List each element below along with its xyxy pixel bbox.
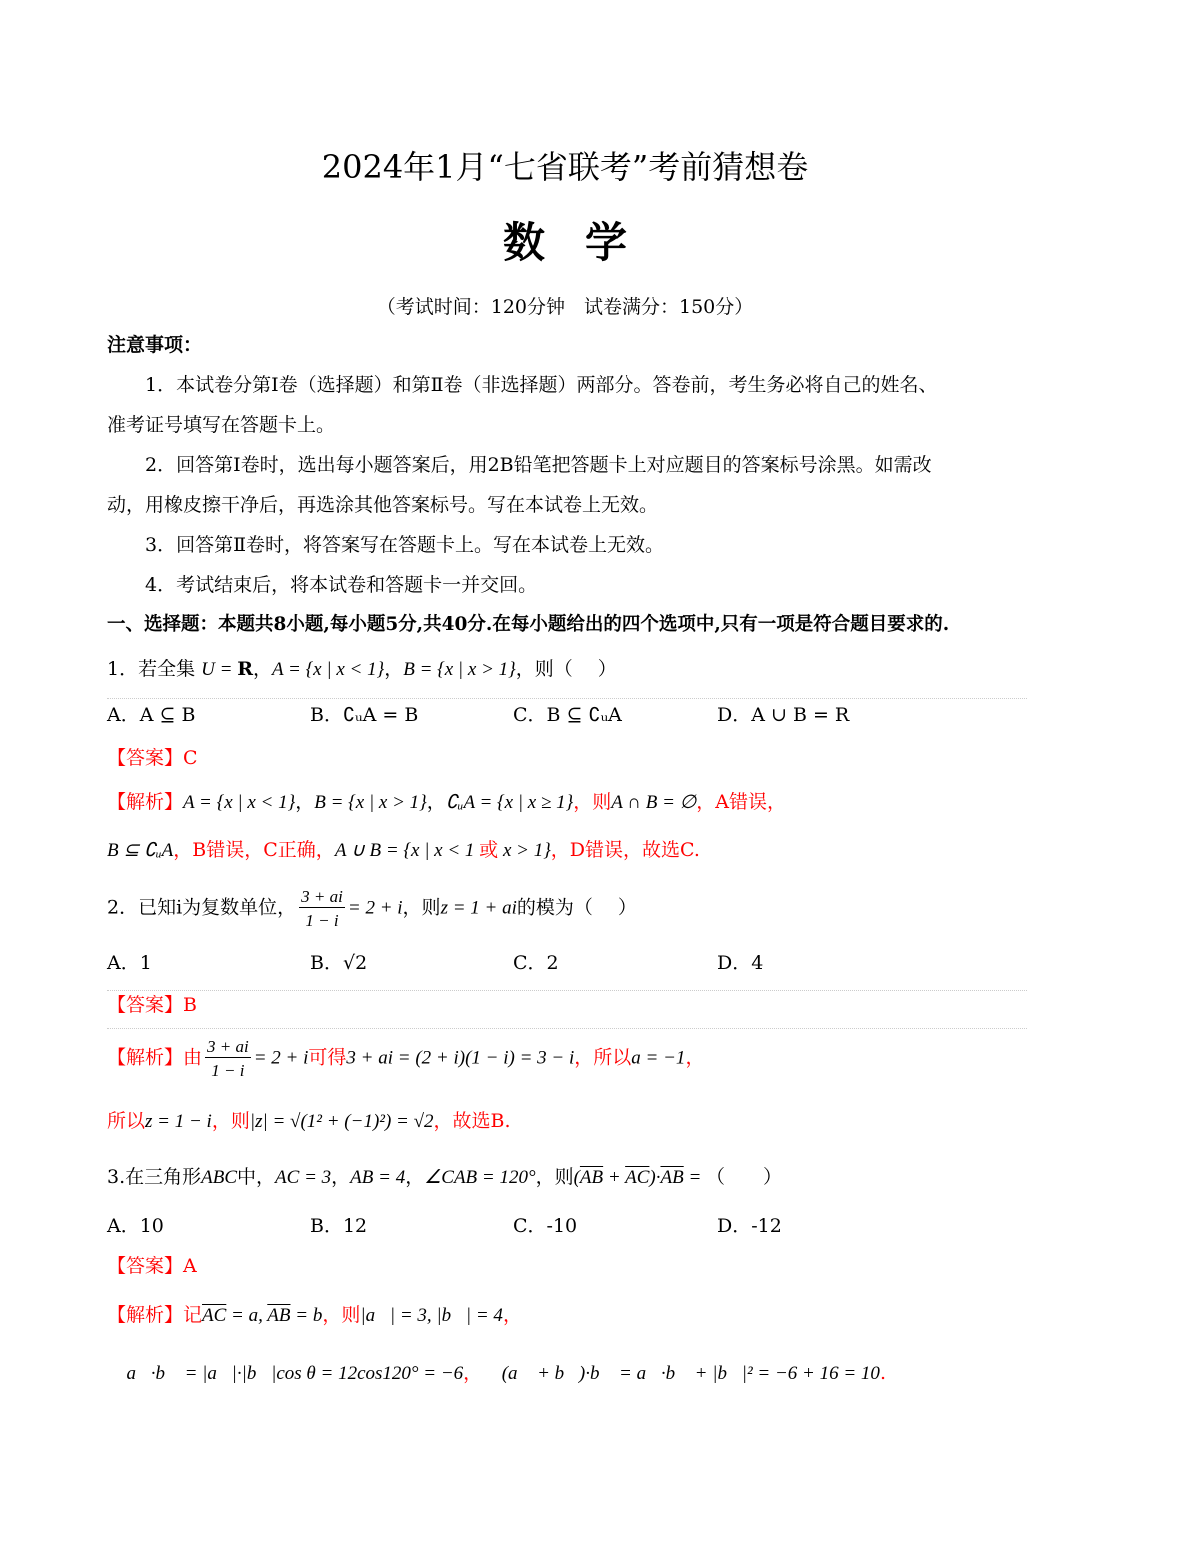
- math-expression: A ∪ B = {x | x < 1: [334, 840, 480, 861]
- text-segment: 【答案】C: [107, 747, 198, 769]
- math-expression: A = {x | x < 1}: [272, 659, 385, 680]
- text-segment: ，故选B.: [433, 1110, 511, 1132]
- math-expression: = 2 + i: [253, 1047, 309, 1069]
- text-segment: ，所以: [574, 1046, 632, 1069]
- math-expression: ∠CAB = 120°: [424, 1167, 536, 1188]
- question-3-answer: [107, 1257, 197, 1276]
- notice-heading: 注意事项：: [107, 334, 203, 356]
- question-1-stem: [107, 660, 617, 679]
- divider: [107, 1028, 1027, 1029]
- text-segment: 3.在三角形: [107, 1166, 202, 1188]
- question-1-option-c: C．B ⊆ ∁ᵤA: [513, 704, 622, 726]
- text-segment: ，A错误，: [696, 791, 786, 813]
- math-expression: )·: [649, 1167, 661, 1188]
- question-3-option-b: B．12: [310, 1215, 368, 1237]
- math-expression: +: [603, 1167, 626, 1188]
- question-1-option-b: B．∁ᵤA = B: [310, 704, 419, 726]
- notice-item: 4．考试结束后，将本试卷和答题卡一并交回。: [145, 574, 538, 596]
- text-segment: ，则（ ）: [515, 658, 617, 680]
- text-segment: ，D错误，故选C.: [550, 839, 700, 861]
- question-1-option-d: D．A ∪ B = R: [717, 704, 850, 726]
- math-expression: = 2 + i: [347, 897, 403, 919]
- question-2-analysis-line: [107, 1038, 704, 1079]
- text-segment: 【解析】由: [107, 1046, 203, 1069]
- text-segment: ，: [405, 1166, 425, 1188]
- text-segment: 【解析】: [107, 791, 184, 813]
- question-3-analysis-line: [107, 1306, 522, 1325]
- text-segment: ，B错误，C正确，: [173, 839, 335, 861]
- math-expression: B = {x | x > 1}: [403, 659, 516, 680]
- text-segment: 【解析】记: [107, 1304, 203, 1326]
- fraction-denominator: 1 − i: [211, 1061, 245, 1080]
- question-2-answer: [107, 996, 197, 1015]
- fraction: [299, 888, 345, 929]
- fraction-numerator: 3 + ai: [207, 1037, 249, 1056]
- math-expression: ∴ (a⃗ + b⃗)·b⃗ = a⃗·b⃗ + |b⃗|² = −6 + 16 = 10: [482, 1363, 880, 1384]
- question-1-option-a: A．A ⊆ B: [107, 704, 196, 726]
- text-segment: 可得: [308, 1046, 347, 1069]
- text-segment: ，: [295, 791, 315, 813]
- math-expression: U =: [201, 659, 238, 680]
- math-expression: A ∩ B = ∅: [611, 792, 697, 813]
- question-1-answer: [107, 749, 198, 768]
- text-segment: ，则: [573, 791, 612, 813]
- math-expression: z = 1 − i: [145, 1111, 212, 1132]
- text-segment: ，: [463, 1362, 483, 1384]
- math-expression: (: [573, 1167, 580, 1188]
- divider: [107, 698, 1027, 699]
- text-segment: 【答案】A: [107, 1255, 197, 1277]
- question-1-analysis-line: [107, 841, 700, 860]
- text-segment: ，: [252, 658, 272, 680]
- text-segment: 中，: [237, 1166, 276, 1188]
- notice-item: 1．本试卷分第Ⅰ卷（选择题）和第Ⅱ卷（非选择题）两部分。答卷前，考生务必将自己的姓名、: [145, 374, 938, 396]
- text-segment: .: [879, 1362, 886, 1384]
- text-segment: ，则: [322, 1304, 361, 1326]
- notice-item: 2．回答第Ⅰ卷时，选出每小题答案后，用2B铅笔把答题卡上对应题目的答案标号涂黑。如需改: [145, 454, 932, 476]
- math-expression: $\overline{AC}$: [625, 1167, 650, 1188]
- divider: [107, 990, 1027, 991]
- notice-item: 3．回答第Ⅱ卷时，将答案写在答题卡上。写在本试卷上无效。: [145, 534, 665, 556]
- question-2-stem: [107, 888, 637, 929]
- math-expression: 3 + ai = (2 + i)(1 − i) = 3 − i: [346, 1047, 575, 1069]
- question-3-option-d: D．-12: [717, 1215, 782, 1237]
- exam-title: 2024年1月“七省联考”考前猜想卷: [321, 148, 809, 186]
- math-expression: = a,: [226, 1305, 268, 1326]
- math-expression: = b: [290, 1305, 323, 1326]
- math-expression: B ⊆ ∁ᵤA: [107, 840, 174, 861]
- text-segment: 1．若全集: [107, 658, 202, 680]
- math-expression: AB = 4: [350, 1167, 406, 1188]
- text-segment: 的模为（ ）: [516, 896, 637, 919]
- text-segment: ，则: [402, 896, 441, 919]
- text-segment: 2．已知i为复数单位，: [107, 896, 297, 919]
- notice-item: 准考证号填写在答题卡上。: [107, 414, 336, 436]
- text-segment: 【答案】B: [107, 994, 197, 1016]
- question-2-option-d: D．4: [717, 952, 764, 974]
- question-3-option-c: C．-10: [513, 1215, 578, 1237]
- text-segment: ，则: [535, 1166, 574, 1188]
- text-segment: ，: [331, 1166, 351, 1188]
- math-expression: |a⃗| = 3, |b⃗| = 4: [360, 1305, 503, 1326]
- math-expression: ABC: [201, 1167, 238, 1188]
- text-segment: 所以: [107, 1110, 146, 1132]
- math-expression: =: [683, 1167, 707, 1188]
- math-expression: $\overline{AC}$: [202, 1305, 227, 1326]
- math-expression: $\overline{AB}$: [267, 1305, 291, 1326]
- text-segment: R: [237, 658, 253, 680]
- question-3-option-a: A．10: [107, 1215, 164, 1237]
- math-expression: ∵ a⃗·b⃗ = |a⃗|·|b⃗|cos θ = 12cos120° = −6: [107, 1363, 464, 1384]
- fraction-denominator: 1 − i: [305, 911, 339, 930]
- subject-title: 数学: [502, 218, 667, 267]
- math-expression: $\overline{AB}$: [660, 1167, 684, 1188]
- math-expression: A = {x | x < 1}: [183, 792, 296, 813]
- question-2-option-b: B．√2: [310, 952, 368, 974]
- math-expression: z = 1 + ai: [440, 897, 517, 919]
- question-3-analysis-line: [107, 1364, 886, 1383]
- fraction-numerator: 3 + ai: [301, 887, 343, 906]
- math-expression: |z| = √(1² + (−1)²) = √2: [249, 1111, 434, 1132]
- text-segment: ，: [685, 1046, 705, 1069]
- fraction: [205, 1038, 251, 1079]
- notice-item: 动，用橡皮擦干净后，再选涂其他答案标号。写在本试卷上无效。: [107, 494, 659, 516]
- question-2-analysis-line: [107, 1112, 511, 1131]
- question-2-option-a: A．1: [107, 952, 152, 974]
- section-heading: 一、选择题：本题共8小题,每小题5分,共40分.在每小题给出的四个选项中,只有一项是符合题目要求的.: [107, 614, 950, 635]
- exam-time-note: （考试时间：120分钟 试卷满分：150分）: [376, 296, 754, 318]
- text-segment: ，: [426, 791, 446, 813]
- math-expression: ∁ᵤA = {x | x ≥ 1}: [445, 792, 574, 813]
- math-expression: a = −1: [631, 1047, 686, 1069]
- math-expression: AC = 3: [275, 1167, 332, 1188]
- text-segment: ，则: [211, 1110, 250, 1132]
- text-segment: 或: [479, 839, 499, 861]
- text-segment: （ ）: [706, 1166, 783, 1188]
- math-expression: x > 1}: [498, 840, 551, 861]
- text-segment: ，: [384, 658, 404, 680]
- math-expression: $\overline{AB}$: [579, 1167, 604, 1188]
- text-segment: ，: [502, 1304, 522, 1326]
- math-expression: B = {x | x > 1}: [314, 792, 427, 813]
- question-2-option-c: C．2: [513, 952, 559, 974]
- question-1-analysis-line: [107, 793, 786, 812]
- question-3-stem: [107, 1168, 782, 1187]
